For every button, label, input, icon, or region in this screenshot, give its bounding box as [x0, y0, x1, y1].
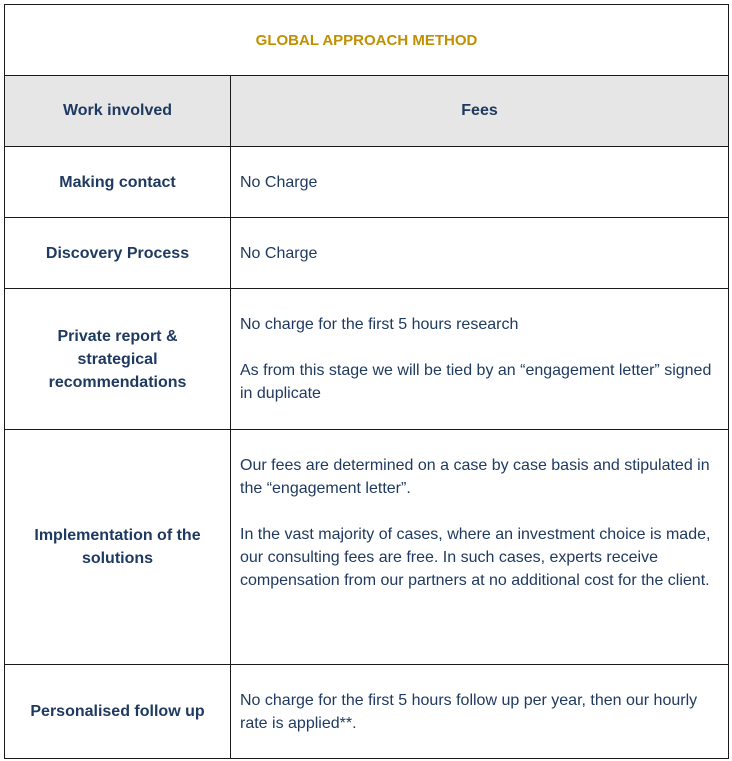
- fee-text: As from this stage we will be tied by an “engagement letter” signed in duplicate: [240, 362, 712, 402]
- fee-text: No charge for the first 5 hours follow up per year, then our hourly rate is applied**.: [240, 691, 698, 732]
- table-row: [5, 147, 729, 218]
- header-work-involved: Work involved: [5, 76, 231, 147]
- fee-text: Our fees are determined on a case by case basis and stipulated in the “engagement letter”.: [240, 457, 710, 497]
- work-cell: Private report & strategical recommendations: [5, 289, 231, 430]
- work-cell: Making contact: [5, 147, 231, 218]
- fee-text: In the vast majority of cases, where an investment choice is made, our consulting fees are free. In such cases, experts receive compensation from our partners at no additional cost for the client.: [240, 526, 711, 589]
- title-row: [5, 5, 729, 76]
- fee-cell: [231, 218, 729, 289]
- table-row: [5, 289, 729, 430]
- fee-text: No charge for the first 5 hours research: [240, 316, 519, 333]
- fee-cell: [231, 147, 729, 218]
- fee-cell: [231, 665, 729, 759]
- header-row: [5, 76, 729, 147]
- table-row: [5, 665, 729, 759]
- table-row: [5, 218, 729, 289]
- work-cell: Personalised follow up: [5, 665, 231, 759]
- table-title: GLOBAL APPROACH METHOD: [5, 5, 729, 76]
- work-cell: Discovery Process: [5, 218, 231, 289]
- header-fees: Fees: [231, 76, 729, 147]
- table-row: [5, 430, 729, 665]
- fee-text: No Charge: [240, 244, 318, 262]
- fee-cell: [231, 430, 729, 665]
- fee-text: No Charge: [240, 173, 318, 191]
- work-cell: Implementation of the solutions: [5, 430, 231, 665]
- fees-table: [4, 4, 729, 759]
- fee-cell: [231, 289, 729, 430]
